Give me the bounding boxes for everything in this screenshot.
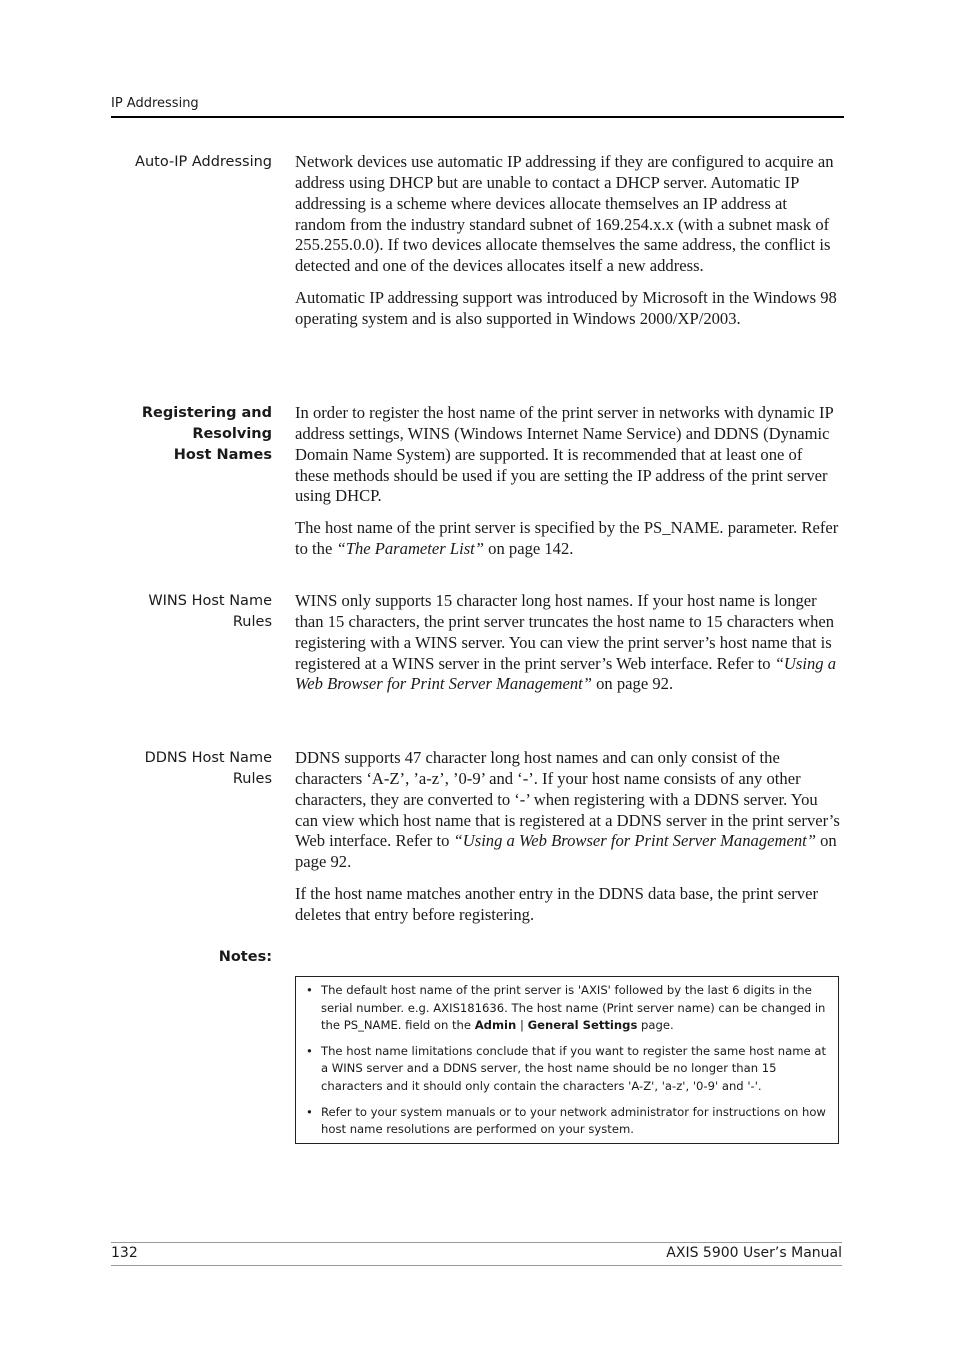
page-footer	[111, 1242, 842, 1266]
list-item	[306, 1043, 828, 1096]
menu-admin: Admin	[474, 1018, 517, 1033]
heading-line: Registering and	[141, 405, 272, 421]
menu-general-settings: General Settings	[527, 1018, 638, 1033]
text: on page 92.	[591, 674, 674, 694]
heading-line: Rules	[232, 614, 272, 630]
running-header-title: IP Addressing	[111, 96, 199, 111]
heading-line: Resolving	[192, 426, 272, 442]
heading-line: WINS Host Name	[148, 593, 272, 609]
note-text: The default host name of the print server is 'AXIS' followed by the last 6 digits in the serial number. e.g. AXIS181636. The host name (Print server name) can be changed in the PS_NAME. field on the	[321, 983, 826, 1033]
notes-box	[295, 976, 839, 1144]
paragraph-with-reference	[295, 518, 840, 560]
section-heading-registering	[100, 403, 272, 466]
cross-reference-link[interactable]: “Using a Web Browser for Print Server Management”	[453, 831, 816, 851]
section-body-wins	[295, 591, 840, 695]
text: DDNS supports 47 character long host names and can only consist of the characters ‘A-Z’, ’a-z’, ’0-9’ and ‘-’. If your host name consists of any other characters, they are converted to ‘-’ when registering with a DDNS server. You can view which host name that is registered at a DDNS server in the print server’s Web interface. Refer to	[295, 748, 840, 851]
paragraph-with-reference	[295, 591, 840, 695]
heading-line: Host Names	[173, 447, 272, 463]
text: WINS only supports 15 character long host names. If your host name is longer than 15 characters, the print server truncates the host name to 15 characters when registering with a WINS server. You can view the print server’s host name that is registered at a WINS server in the print server’s Web interface. Refer to	[295, 591, 835, 673]
section-body-registering	[295, 403, 840, 560]
notes-list	[296, 977, 838, 1139]
heading-line: DDNS Host Name	[144, 750, 272, 766]
paragraph: If the host name matches another entry in the DDNS data base, the print server deletes that entry before registering.	[295, 884, 818, 924]
cross-reference-link[interactable]: “The Parameter List”	[336, 539, 485, 559]
section-heading-wins	[100, 591, 272, 633]
page-number: 132	[111, 1245, 138, 1261]
text: The host name of the print server is specified by the PS_NAME. parameter. Refer to the	[295, 518, 839, 559]
manual-title: AXIS 5900 User’s Manual	[666, 1245, 842, 1261]
menu-separator: |	[516, 1018, 528, 1033]
bullet-icon: •	[306, 983, 313, 997]
text: on page 92.	[295, 831, 837, 872]
notes-label: Notes:	[218, 949, 272, 965]
paragraph: Automatic IP addressing support was introduced by Microsoft in the Windows 98 operating system and is also supported in Windows 2000/XP/2003.	[295, 288, 837, 328]
section-heading-auto-ip	[100, 152, 272, 173]
list-item	[306, 1104, 828, 1139]
paragraph-with-reference	[295, 748, 840, 873]
list-item	[306, 982, 828, 1035]
heading-line: Auto-IP Addressing	[135, 154, 272, 170]
note-text: Refer to your system manuals or to your network administrator for instructions on how host name resolutions are performed on your system.	[321, 1104, 826, 1137]
section-body-auto-ip	[295, 152, 840, 330]
heading-line: Rules	[232, 771, 272, 787]
bullet-icon: •	[306, 1104, 313, 1119]
note-text: page.	[637, 1018, 674, 1033]
paragraph: In order to register the host name of the print server in networks with dynamic IP address settings, WINS (Windows Internet Name Service) and DDNS (Dynamic Domain Name System) are supported. It is recommended that at least one of these methods should be used if you are setting the IP address of the print server using DHCP.	[295, 403, 834, 506]
section-body-ddns	[295, 748, 840, 926]
text: on page 142.	[484, 539, 574, 559]
paragraph: Network devices use automatic IP addressing if they are configured to acquire an address using DHCP but are unable to contact a DHCP server. Automatic IP addressing is a scheme where devices allocate themselves an IP address at random from the industry standard subnet of 169.254.x.x (with a subnet mask of 255.255.0.0). If two devices allocate themselves the same address, the conflict is detected and one of the devices allocates itself a new address.	[295, 152, 834, 276]
cross-reference-link[interactable]: “Using a Web Browser for Print Server Management”	[295, 653, 837, 694]
bullet-icon: •	[306, 1043, 313, 1058]
note-text: The host name limitations conclude that if you want to register the same host name at a WINS server and a DDNS server, the host name should be no longer than 15 characters and it should only contain the characters 'A-Z', 'a-z', '0-9' and '-'.	[321, 1043, 826, 1093]
page-header	[111, 95, 844, 118]
section-heading-ddns	[100, 748, 272, 790]
